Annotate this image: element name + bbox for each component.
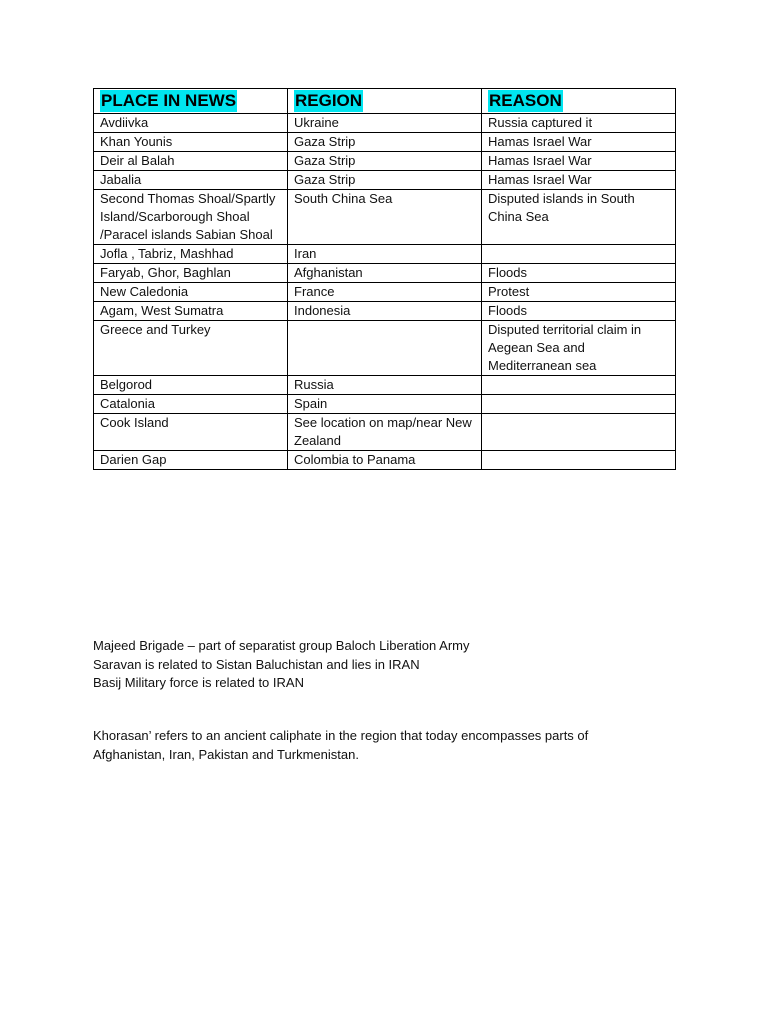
reason-cell: Hamas Israel War bbox=[482, 133, 676, 152]
reason-cell: Hamas Israel War bbox=[482, 171, 676, 190]
table-row bbox=[94, 414, 676, 451]
place-cell: Darien Gap bbox=[94, 451, 288, 470]
reason-cell: Hamas Israel War bbox=[482, 152, 676, 171]
region-cell: Colombia to Panama bbox=[288, 451, 482, 470]
table-row bbox=[94, 451, 676, 470]
note-line: Saravan is related to Sistan Baluchistan and lies in IRAN bbox=[93, 656, 420, 672]
place-cell: Second Thomas Shoal/Spartly Island/Scarborough Shoal /Paracel islands Sabian Shoal bbox=[94, 190, 288, 245]
region-cell: France bbox=[288, 283, 482, 302]
khorasan-paragraph: Khorasan’ refers to an ancient caliphate in the region that today encompasses parts of Afghanistan, Iran, Pakistan and Turkmenistan. bbox=[93, 728, 589, 762]
table-header-row bbox=[94, 89, 676, 114]
place-cell: Deir al Balah bbox=[94, 152, 288, 171]
reason-cell: Floods bbox=[482, 302, 676, 321]
region-cell bbox=[288, 321, 482, 376]
note-line: Basij Military force is related to IRAN bbox=[93, 675, 304, 690]
place-cell: Khan Younis bbox=[94, 133, 288, 152]
region-cell: Afghanistan bbox=[288, 264, 482, 283]
reason-cell bbox=[482, 376, 676, 395]
table-row bbox=[94, 171, 676, 190]
table-row bbox=[94, 283, 676, 302]
table-row bbox=[94, 152, 676, 171]
reason-cell: Disputed islands in South China Sea bbox=[482, 190, 676, 245]
table-row bbox=[94, 395, 676, 414]
table-row bbox=[94, 114, 676, 133]
place-cell: Faryab, Ghor, Baghlan bbox=[94, 264, 288, 283]
place-cell: Belgorod bbox=[94, 376, 288, 395]
region-cell: See location on map/near New Zealand bbox=[288, 414, 482, 451]
reason-cell bbox=[482, 414, 676, 451]
place-cell: Avdiivka bbox=[94, 114, 288, 133]
region-cell: Gaza Strip bbox=[288, 133, 482, 152]
region-cell: South China Sea bbox=[288, 190, 482, 245]
table-row bbox=[94, 190, 676, 245]
place-cell: Agam, West Sumatra bbox=[94, 302, 288, 321]
region-cell: Russia bbox=[288, 376, 482, 395]
header-region bbox=[288, 89, 482, 114]
reason-cell bbox=[482, 395, 676, 414]
header-highlight: PLACE IN NEWS bbox=[101, 91, 237, 110]
place-cell: New Caledonia bbox=[94, 283, 288, 302]
header-highlight: REASON bbox=[489, 91, 562, 110]
reason-cell: Protest bbox=[482, 283, 676, 302]
place-cell: Catalonia bbox=[94, 395, 288, 414]
region-cell: Gaza Strip bbox=[288, 171, 482, 190]
notes-block bbox=[93, 637, 693, 693]
table-row bbox=[94, 376, 676, 395]
places-in-news-table bbox=[93, 88, 676, 470]
region-cell: Gaza Strip bbox=[288, 152, 482, 171]
place-cell: Jabalia bbox=[94, 171, 288, 190]
table-row bbox=[94, 245, 676, 264]
header-highlight: REGION bbox=[295, 91, 363, 110]
table-row bbox=[94, 302, 676, 321]
place-cell: Jofla , Tabriz, Mashhad bbox=[94, 245, 288, 264]
reason-cell: Disputed territorial claim in Aegean Sea and Mediterranean sea bbox=[482, 321, 676, 376]
place-cell: Greece and Turkey bbox=[94, 321, 288, 376]
region-cell: Ukraine bbox=[288, 114, 482, 133]
reason-cell: Floods bbox=[482, 264, 676, 283]
table-row bbox=[94, 133, 676, 152]
place-cell: Cook Island bbox=[94, 414, 288, 451]
note-line: Majeed Brigade – part of separatist group Baloch Liberation Army bbox=[93, 638, 470, 653]
reason-cell: Russia captured it bbox=[482, 114, 676, 133]
reason-cell bbox=[482, 245, 676, 264]
reason-cell bbox=[482, 451, 676, 470]
header-reason bbox=[482, 89, 676, 114]
table-row bbox=[94, 321, 676, 376]
region-cell: Iran bbox=[288, 245, 482, 264]
table-row bbox=[94, 264, 676, 283]
region-cell: Indonesia bbox=[288, 302, 482, 321]
header-place-in-news bbox=[94, 89, 288, 114]
region-cell: Spain bbox=[288, 395, 482, 414]
